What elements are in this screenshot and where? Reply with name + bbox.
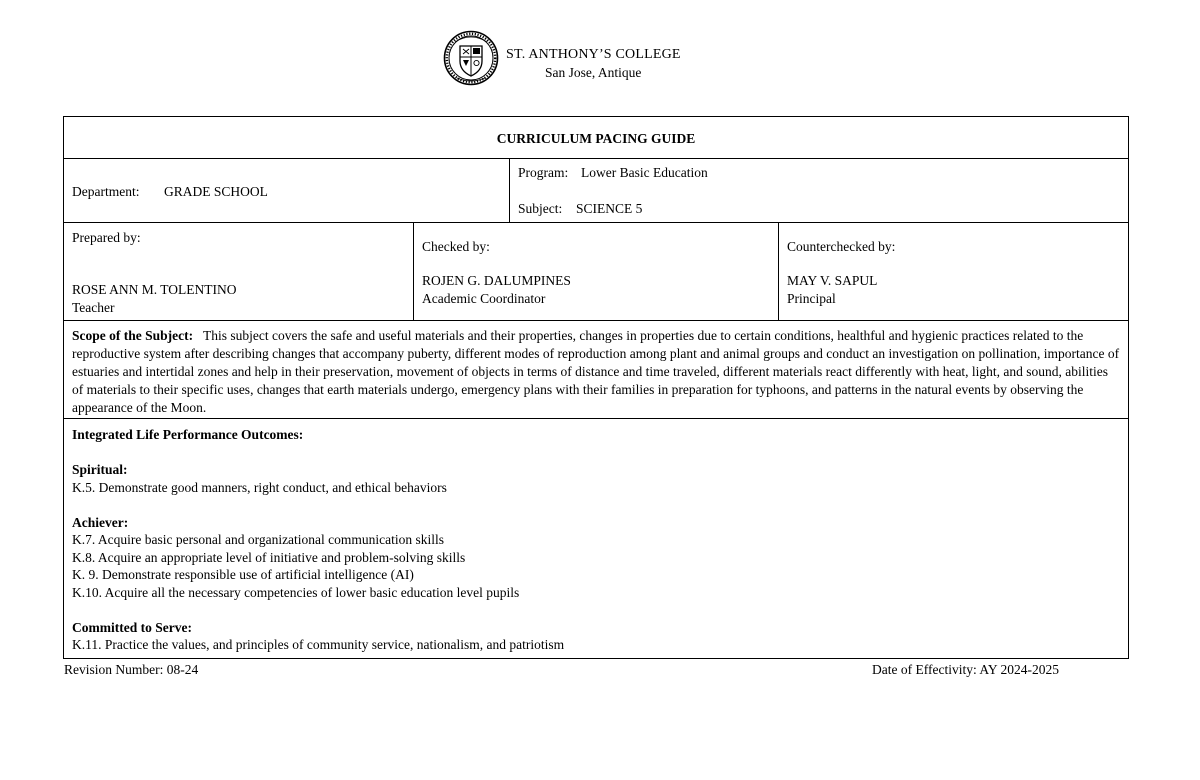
- spiritual-label: Spiritual:: [72, 462, 128, 477]
- pacing-guide-form: [63, 116, 1129, 659]
- outcome-item: K.5. Demonstrate good manners, right conduct, and ethical behaviors: [72, 479, 447, 495]
- title-row: [64, 117, 1128, 159]
- outcome-item: K.7. Acquire basic personal and organizational communication skills: [72, 532, 445, 547]
- date-of-effectivity: Date of Effectivity: AY 2024-2025: [872, 662, 1059, 677]
- department-row: [64, 159, 1128, 223]
- college-seal-icon: [443, 30, 499, 86]
- outcomes-heading: Integrated Life Performance Outcomes:: [72, 427, 304, 442]
- checked-by-label: Checked by:: [422, 239, 490, 254]
- checked-by-role: Academic Coordinator: [422, 291, 546, 306]
- checked-by-name: ROJEN G. DALUMPINES: [422, 273, 571, 288]
- scope-text: This subject covers the safe and useful materials and their properties, changes in properties due to certain conditions, healthful and hygienic practices related to the reproductive system after describing changes that accompany puberty, different modes of reproduction among plant and animal groups and conduct an investigation on pollination, importance of estuaries and intertidal zones and help in their preservation, movement of objects in terms of distance and time traveled, different materials react differently with heat, light, and sound, abilities of materials to their specific uses, changes that earth materials undergo, emergency plans with their families in preparation for typhoons, and patterns in the natural events by observing the appearance of the Moon.: [72, 328, 1120, 415]
- checked-by-cell: [413, 223, 778, 320]
- scope-row: [64, 321, 1128, 419]
- document-header: [440, 28, 760, 88]
- subject-label: Subject:: [518, 201, 563, 216]
- prepared-by-cell: [64, 223, 413, 320]
- outcome-item: K.11. Practice the values, and principles of community service, nationalism, and patriotism: [72, 637, 565, 652]
- program-label: Program:: [518, 165, 569, 180]
- counterchecked-by-cell: [778, 223, 1128, 320]
- prepared-by-label: Prepared by:: [72, 230, 141, 245]
- program-cell: [509, 159, 1128, 222]
- life-performance-outcomes: [72, 426, 1120, 654]
- prepared-by-role: Teacher: [72, 300, 115, 315]
- achiever-label: Achiever:: [72, 514, 129, 530]
- revision-number: Revision Number: 08-24: [64, 662, 199, 677]
- department-value: GRADE SCHOOL: [164, 184, 268, 199]
- counterchecked-by-label: Counterchecked by:: [787, 239, 896, 254]
- college-location: San Jose, Antique: [545, 65, 642, 80]
- signatories-row: [64, 223, 1128, 321]
- form-title: CURRICULUM PACING GUIDE: [496, 131, 696, 146]
- college-name: ST. ANTHONY’S COLLEGE: [506, 47, 681, 62]
- prepared-by-name: ROSE ANN M. TOLENTINO: [72, 282, 237, 297]
- department-label: Department:: [72, 184, 140, 199]
- scope-paragraph: [72, 327, 1120, 417]
- counterchecked-by-role: Principal: [787, 291, 836, 306]
- department-cell: [64, 159, 509, 222]
- serve-label: Committed to Serve:: [72, 619, 192, 635]
- program-value: Lower Basic Education: [581, 165, 708, 180]
- scope-label: Scope of the Subject:: [72, 328, 194, 343]
- subject-value: SCIENCE 5: [576, 201, 643, 216]
- counterchecked-by-name: MAY V. SAPUL: [787, 273, 878, 288]
- outcome-item: K.10. Acquire all the necessary competencies of lower basic education level pupils: [72, 584, 520, 600]
- outcome-item: K.8. Acquire an appropriate level of initiative and problem-solving skills: [72, 549, 466, 565]
- outcome-item: K. 9. Demonstrate responsible use of artificial intelligence (AI): [72, 567, 414, 582]
